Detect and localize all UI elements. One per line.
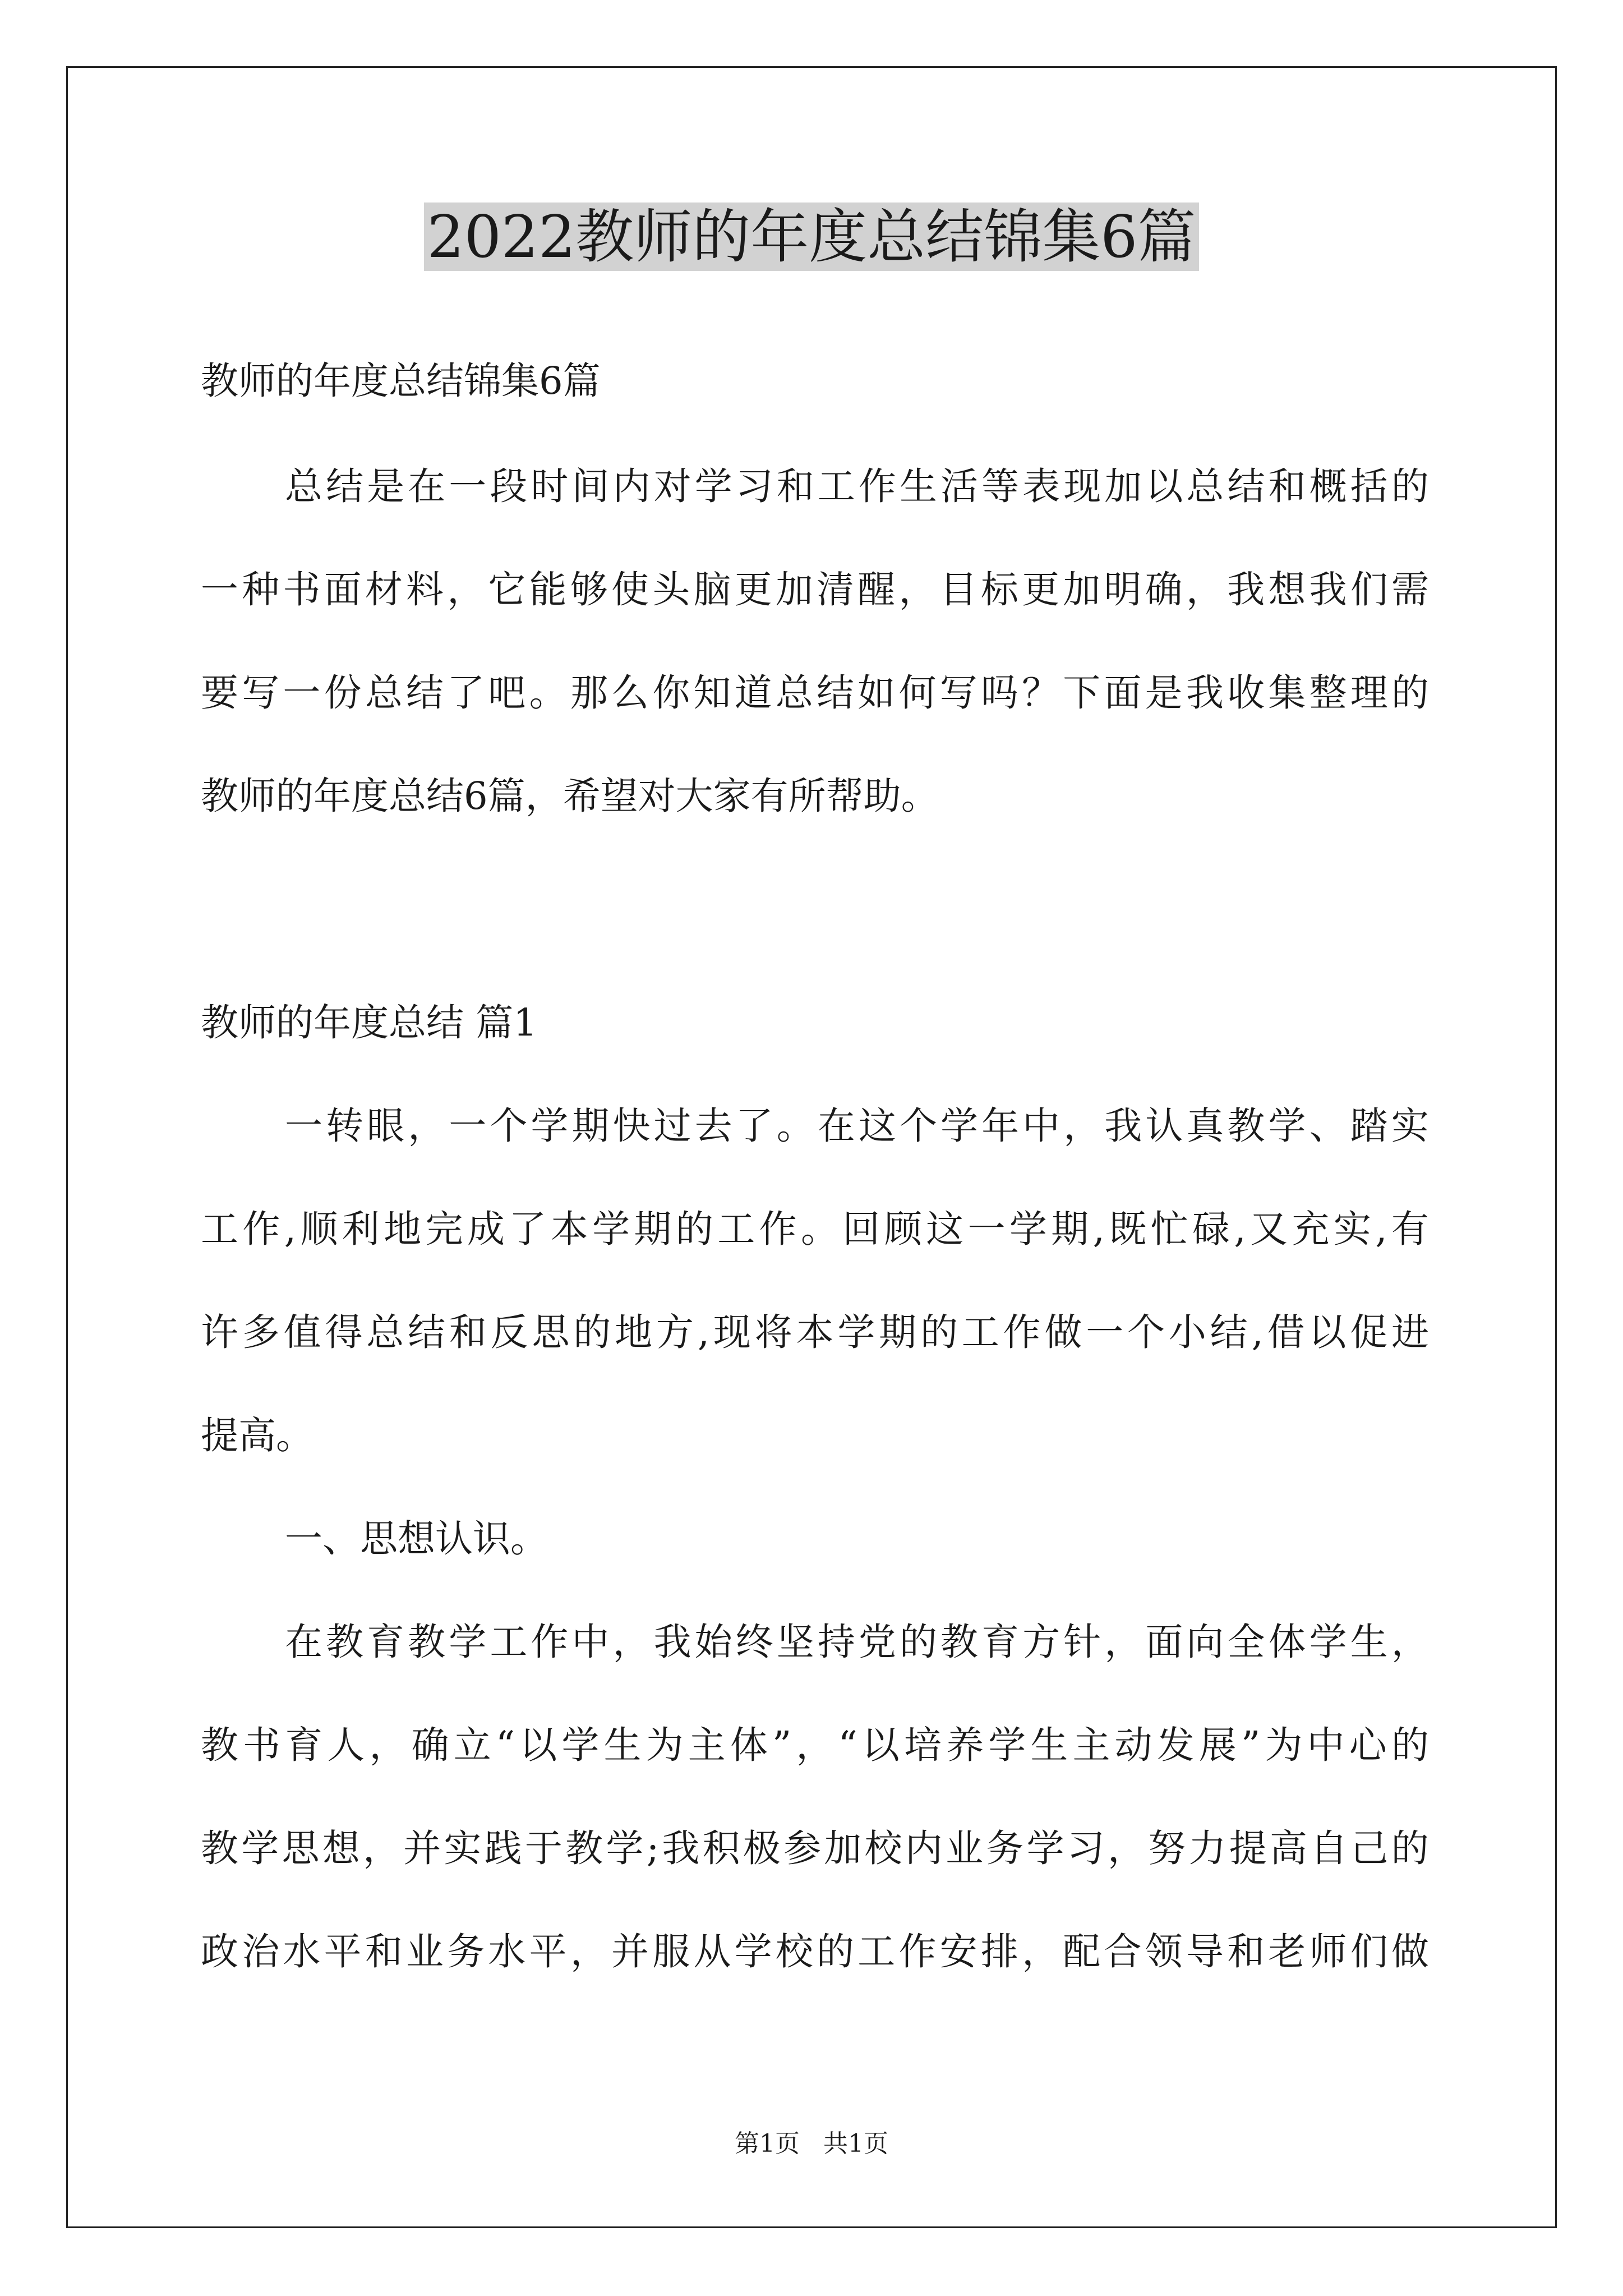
paragraph-line: 教 书 育 人 ， 确 立 “ 以 学 生 为 主 体 ” ， “ 以 培 养 学 生 主 动 发 展 ” 为 中 心 的 xyxy=(201,1723,1429,1767)
paragraph-line: 政 治 水 平 和 业 务 水 平 ， 并 服 从 学 校 的 工 作 安 排 ， 配 合 领 导 和 老 师 们 做 xyxy=(201,1930,1429,1973)
intro-line: 总 结 是 在 一 段 时 间 内 对 学 习 和 工 作 生 活 等 表 现 加 以 总 结 和 概 括 的 xyxy=(285,464,1429,508)
paragraph-line: 在 教 育 教 学 工 作 中 ， 我 始 终 坚 持 党 的 教 育 方 针 ， 面 向 全 体 学 生 ， xyxy=(285,1620,1429,1664)
paragraph-line: 一 转 眼 ， 一 个 学 期 快 过 去 了 。 在 这 个 学 年 中 ， 我 认 真 教 学 、 踏 实 xyxy=(285,1104,1429,1148)
paragraph-line: 许 多 值 得 总 结 和 反 思 的 地 方 , 现 将 本 学 期 的 工 作 做 一 个 小 结 , 借 以 促 进 xyxy=(201,1310,1429,1354)
paragraph-line: 提高。 xyxy=(201,1414,313,1457)
intro-line: 要 写 一 份 总 结 了 吧 。 那 么 你 知 道 总 结 如 何 写 吗 ？ 下 面 是 我 收 集 整 理 的 xyxy=(201,671,1429,715)
intro-line: 一 种 书 面 材 料 ， 它 能 够 使 头 脑 更 加 清 醒 ， 目 标 更 加 明 确 ， 我 想 我 们 需 xyxy=(201,568,1429,611)
document-title: 2022教师的年度总结锦集6篇 xyxy=(0,197,1623,276)
page-footer: 第1页 共1页 xyxy=(735,2129,888,2158)
section-heading: 教师的年度总结 篇1 xyxy=(201,1001,537,1045)
paragraph-line: 工 作 , 顺 利 地 完 成 了 本 学 期 的 工 作 。 回 顾 这 一 学 期 , 既 忙 碌 , 又 充 实 , 有 xyxy=(201,1207,1429,1251)
paragraph-line: 教 学 思 想 ， 并 实 践 于 教 学 ; 我 积 极 参 加 校 内 业 务 学 习 ， 努 力 提 高 自 己 的 xyxy=(201,1826,1429,1870)
subsection-heading: 一、思想认识。 xyxy=(285,1517,548,1561)
intro-line: 教师的年度总结6篇，希望对大家有所帮助。 xyxy=(201,774,939,818)
subtitle: 教师的年度总结锦集6篇 xyxy=(201,359,601,403)
